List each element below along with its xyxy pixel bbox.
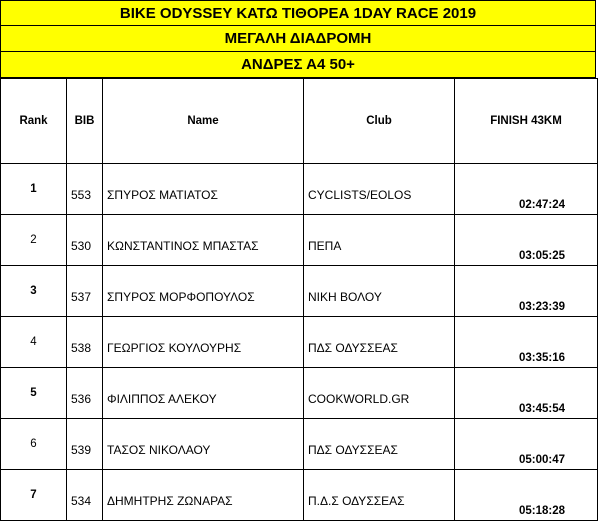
column-header-bib: BIB: [67, 79, 103, 164]
club-cell: ΠΔΣ ΟΔΥΣΣΕΑΣ: [304, 419, 455, 470]
bib-cell: 539: [67, 419, 103, 470]
club-cell: Π.Δ.Σ ΟΔΥΣΣΕΑΣ: [304, 470, 455, 521]
table-row: [1, 164, 598, 215]
header-row: [1, 79, 598, 164]
bib-cell: 534: [67, 470, 103, 521]
table-row: [1, 317, 598, 368]
table-row: [1, 368, 598, 419]
finish-time-cell: 02:47:24: [455, 164, 598, 215]
finish-time-cell: 05:00:47: [455, 419, 598, 470]
table-row: [1, 419, 598, 470]
course-subtitle: ΜΕΓΑΛΗ ΔΙΑΔΡΟΜΗ: [0, 26, 596, 52]
finish-time-cell: 05:18:28: [455, 470, 598, 521]
finish-time-cell: 03:23:39: [455, 266, 598, 317]
rank-cell: 4: [1, 317, 67, 368]
category-title: ΑΝΔΡΕΣ Α4 50+: [0, 52, 596, 78]
rank-cell: 3: [1, 266, 67, 317]
results-table: [0, 78, 598, 521]
name-cell: ΔΗΜΗΤΡΗΣ ΖΩΝΑΡΑΣ: [103, 470, 304, 521]
column-header-finish: FINISH 43KM: [455, 79, 598, 164]
bib-cell: 536: [67, 368, 103, 419]
name-cell: ΦΙΛΙΠΠΟΣ ΑΛΕΚΟΥ: [103, 368, 304, 419]
club-cell: ΠΕΠΑ: [304, 215, 455, 266]
bib-cell: 538: [67, 317, 103, 368]
column-header-name: Name: [103, 79, 304, 164]
bib-cell: 537: [67, 266, 103, 317]
name-cell: ΣΠΥΡΟΣ ΜΑΤΙΑΤΟΣ: [103, 164, 304, 215]
column-header-rank: Rank: [1, 79, 67, 164]
rank-cell: 6: [1, 419, 67, 470]
table-row: [1, 266, 598, 317]
column-header-club: Club: [304, 79, 455, 164]
club-cell: ΝΙΚΗ ΒΟΛΟΥ: [304, 266, 455, 317]
finish-time-cell: 03:45:54: [455, 368, 598, 419]
name-cell: ΤΑΣΟΣ ΝΙΚΟΛΑΟΥ: [103, 419, 304, 470]
rank-cell: 1: [1, 164, 67, 215]
name-cell: ΓΕΩΡΓΙΟΣ ΚΟΥΛΟΥΡΗΣ: [103, 317, 304, 368]
club-cell: COOKWORLD.GR: [304, 368, 455, 419]
rank-cell: 2: [1, 215, 67, 266]
finish-time-cell: 03:05:25: [455, 215, 598, 266]
name-cell: ΣΠΥΡΟΣ ΜΟΡΦΟΠΟΥΛΟΣ: [103, 266, 304, 317]
finish-time-cell: 03:35:16: [455, 317, 598, 368]
bib-cell: 553: [67, 164, 103, 215]
rank-cell: 7: [1, 470, 67, 521]
rank-cell: 5: [1, 368, 67, 419]
name-cell: ΚΩΝΣΤΑΝΤΙΝΟΣ ΜΠΑΣΤΑΣ: [103, 215, 304, 266]
table-row: [1, 470, 598, 521]
club-cell: CYCLISTS/EOLOS: [304, 164, 455, 215]
bib-cell: 530: [67, 215, 103, 266]
race-title: BIKE ODYSSEY ΚΑΤΩ ΤΙΘΟΡΕΑ 1DAY RACE 2019: [0, 0, 596, 26]
table-row: [1, 215, 598, 266]
club-cell: ΠΔΣ ΟΔΥΣΣΕΑΣ: [304, 317, 455, 368]
